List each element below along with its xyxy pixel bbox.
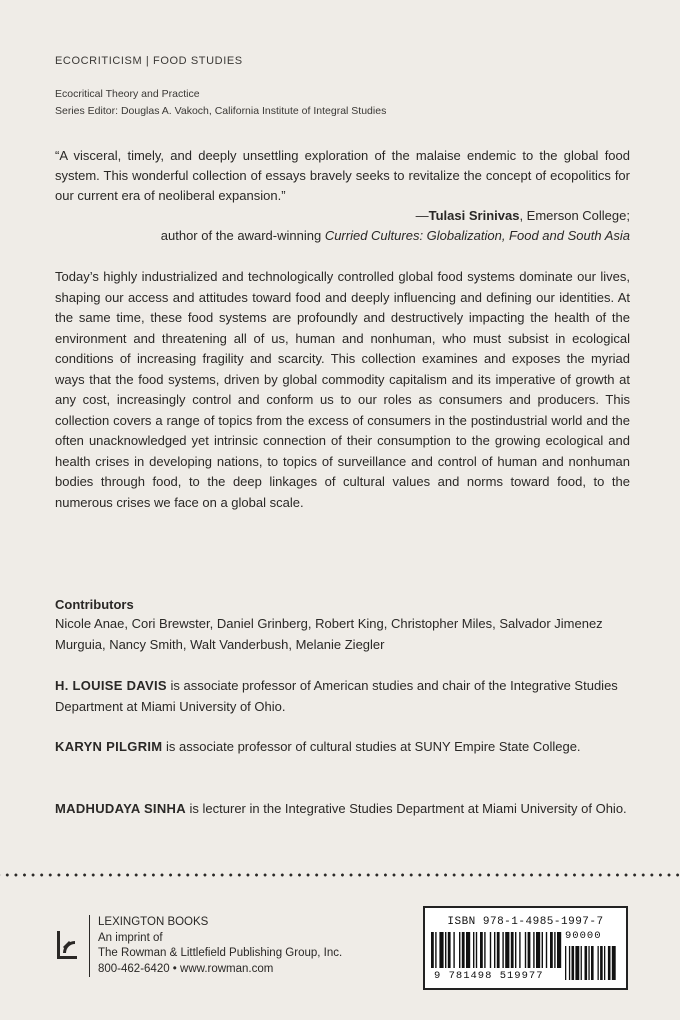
barcode-bar (462, 932, 465, 968)
barcode-bar (536, 932, 540, 968)
category-line: ECOCRITICISM | FOOD STUDIES (55, 55, 243, 67)
endorsement (55, 146, 630, 246)
bio-davis (55, 676, 630, 717)
barcode-bar (557, 932, 561, 968)
endorsement-attribution-line2 (55, 226, 630, 246)
barcode-bar (480, 932, 483, 968)
barcode-addon-bar (581, 946, 582, 980)
publisher-group: The Rowman & Littlefield Publishing Group, Inc. (98, 947, 343, 959)
barcode-digits: 9 781498 519977 (434, 970, 544, 982)
publisher-imprint: An imprint of (98, 931, 163, 944)
bio-name: MADHUDAYA SINHA (55, 801, 186, 816)
barcode-addon-bar (591, 946, 594, 980)
attribution-dash: — (415, 208, 429, 223)
barcode-addon-bar (565, 946, 566, 980)
barcode-bar (435, 932, 436, 968)
bio-text: is lecturer in the Integrative Studies Department at Miami University of Ohio. (185, 801, 627, 816)
barcode-bar (448, 932, 451, 968)
barcode-addon-bar (572, 946, 575, 980)
bio-sinha (55, 799, 630, 820)
barcode-addon: 90000 (565, 930, 602, 942)
contributors-list: Nicole Anae, Cori Brewster, Daniel Grinberg, Robert King, Christopher Miles, Salvador Jimenez Murguia, Nancy Smith, Walt Vanderbush, Melanie Ziegler (55, 616, 603, 652)
isbn-barcode-box (423, 906, 628, 990)
barcode-addon-bar (569, 946, 570, 980)
dotted-divider (0, 873, 680, 877)
barcode-bar (497, 932, 500, 968)
barcode-bar (505, 932, 509, 968)
barcode-bar (511, 932, 514, 968)
barcode-bar (490, 932, 491, 968)
barcode-bar (528, 932, 531, 968)
barcode-bar (554, 932, 555, 968)
barcode-bar (542, 932, 543, 968)
publisher-text (89, 915, 342, 977)
barcode-bar (439, 932, 443, 968)
barcode-addon-bar (575, 946, 579, 980)
series-editor: Series Editor: Douglas A. Vakoch, California Institute of Integral Studies (55, 105, 387, 117)
barcode-bar (533, 932, 534, 968)
barcode-addon-bar (604, 946, 605, 980)
bio-text: is associate professor of cultural studies at SUNY Empire State College. (162, 739, 581, 754)
isbn-label: ISBN 978-1-4985-1997-7 (447, 916, 604, 928)
publisher-name: LEXINGTON BOOKS (98, 916, 209, 928)
publisher-block (55, 915, 342, 977)
barcode-bar (473, 932, 474, 968)
barcode-bar (502, 932, 503, 968)
book-description: Today’s highly industrialized and technologically controlled global food systems dominate our lives, shaping our access and attitudes toward food and deeply influencing and defining our identities. At the same time, these food systems are profoundly and destructively impacting the health of the environment and threatening all of us, human and nonhuman, who must subsist in ecological conditions of increasing fragility and scarcity. This collection examines and exposes the myriad ways that the food systems, driven by global commodity capitalism and its imperative of growth at any cost, increasingly control and conform us to our roles as consumers and producers. This collection covers a range of topics from the excess of consumers in the postindustrial world and the often unacknowledged yet intrinsic connection of their consumption to the growing ecological and health crises in developing nations, to topics of surveillance and control of human and nonhuman bodies through food, to the deep linkages of cultural values and norms toward food, to the numerous crises we face on a global scale. (55, 269, 630, 510)
bio-pilgrim (55, 737, 630, 758)
attribution-prefix: author of the award-winning (160, 228, 325, 243)
barcode-bar (445, 932, 446, 968)
barcode-addon-bar (608, 946, 611, 980)
barcode-bar (525, 932, 526, 968)
barcode-addon-bar (598, 946, 599, 980)
barcode-addon-bar (585, 946, 588, 980)
lexington-logo-icon (55, 925, 81, 963)
endorsement-quote: “A visceral, timely, and deeply unsettling exploration of the malaise endemic to the global food system. This wonderful collection of essays bravely seeks to revitalize the concept of ecopolitics for our current era of neoliberal expansion.” (55, 148, 630, 203)
publisher-contact: 800-462-6420 • www.rowman.com (98, 962, 274, 975)
series-name: Ecocritical Theory and Practice (55, 88, 200, 100)
barcode-bar (476, 932, 477, 968)
barcode-bar (494, 932, 495, 968)
endorsement-attribution (55, 206, 630, 226)
barcode-bar (431, 932, 434, 968)
attribution-book: Curried Cultures: Globalization, Food and South Asia (324, 228, 630, 243)
contributors-heading: Contributors (55, 597, 134, 612)
attribution-affiliation: , Emerson College; (519, 208, 630, 223)
barcode-bar (466, 932, 470, 968)
barcode-bar (550, 932, 553, 968)
bio-name: KARYN PILGRIM (55, 739, 163, 754)
barcode-bar (519, 932, 520, 968)
barcode-bar (459, 932, 460, 968)
barcode-bar (453, 932, 454, 968)
barcode-bar (484, 932, 485, 968)
attribution-name: Tulasi Srinivas (428, 208, 520, 223)
barcode-bar (546, 932, 547, 968)
barcode-addon-bar (612, 946, 616, 980)
series-info (55, 86, 386, 120)
barcode-bar (515, 932, 516, 968)
bio-name: H. LOUISE DAVIS (55, 678, 167, 693)
bio-text: is associate professor of American studies and chair of the Integrative Studies Department at Miami University of Ohio. (55, 678, 618, 714)
barcode-addon-bar (588, 946, 589, 980)
barcode-addon-bar (600, 946, 603, 980)
